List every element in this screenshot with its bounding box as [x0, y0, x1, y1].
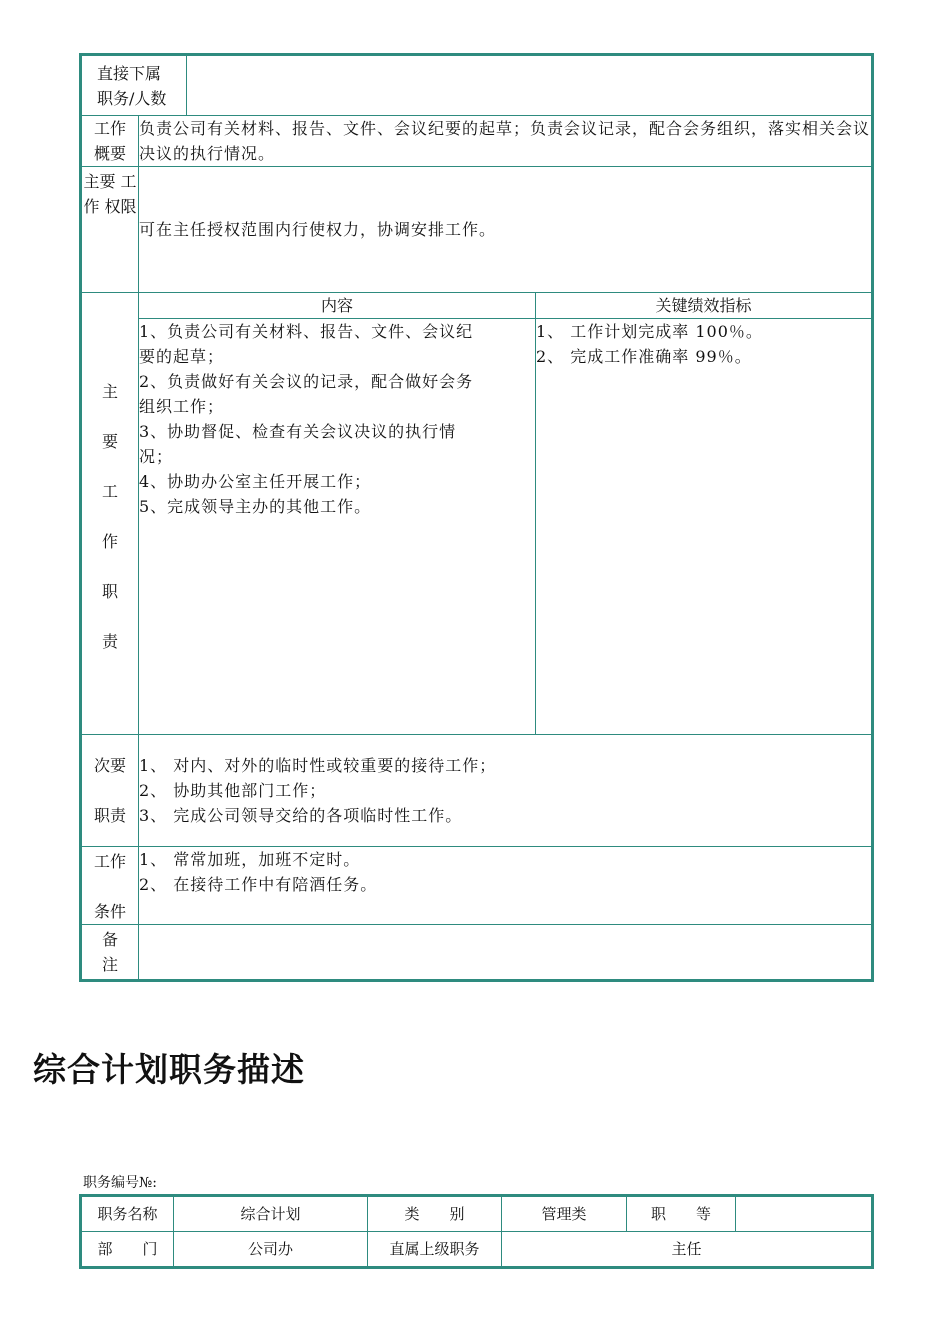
job-name-label: 职务名称	[81, 1196, 174, 1232]
content-line: 4、协助办公室主任开展工作；	[139, 472, 372, 491]
conditions-label-line-2: 条件	[93, 902, 126, 921]
job-number-label: 职务编号№:	[83, 1175, 157, 1191]
content-line: 5、完成领导主办的其他工作。	[139, 497, 372, 516]
conditions-line: 2、 在接待工作中有陪酒任务。	[139, 875, 378, 894]
secondary-cell	[139, 735, 873, 847]
category-label: 类 别	[368, 1196, 502, 1232]
overview-label	[81, 116, 139, 167]
remarks-value	[139, 925, 873, 981]
authority-label-line: 工作	[83, 172, 137, 216]
conditions-cell	[139, 847, 873, 925]
kpi-cell	[536, 319, 873, 735]
secondary-line: 3、 完成公司领导交给的各项临时性工作。	[139, 806, 463, 825]
authority-label-line: 权限	[104, 197, 137, 216]
duties-label-char: 要	[101, 432, 118, 451]
duties-label-char: 作	[101, 532, 118, 551]
grade-label: 职 等	[627, 1196, 736, 1232]
subordinates-label	[81, 55, 187, 116]
remarks-label-line-1: 备	[101, 930, 118, 949]
authority-label	[81, 167, 139, 293]
dept-label: 部 门	[81, 1232, 174, 1268]
duties-label-char: 职	[101, 582, 118, 601]
page-heading: 综合计划职务描述	[33, 1050, 305, 1089]
overview-label-line-1: 工作	[93, 119, 126, 138]
subordinates-label-line-2: 职务/人数	[97, 88, 167, 108]
subordinates-value	[187, 55, 873, 116]
content-line: 1、负责公司有关材料、报告、文件、会议纪	[139, 322, 474, 341]
content-line: 组织工作；	[139, 397, 225, 416]
content-header: 内容	[139, 293, 536, 319]
content-line: 况；	[139, 447, 174, 466]
duties-label-char: 责	[101, 632, 118, 651]
secondary-label	[81, 735, 139, 847]
conditions-label-line-1: 工作	[93, 852, 126, 871]
duties-label-char: 主	[101, 382, 118, 401]
superior-label: 直属上级职务	[368, 1232, 502, 1268]
job-name-value: 综合计划	[174, 1196, 368, 1232]
conditions-line: 1、 常常加班，加班不定时。	[139, 850, 361, 869]
secondary-label-line-2: 职责	[93, 806, 126, 825]
secondary-label-line-1: 次要	[93, 756, 126, 775]
superior-value: 主任	[502, 1232, 873, 1268]
secondary-line: 2、 协助其他部门工作；	[139, 781, 327, 800]
duties-label	[81, 293, 139, 735]
subordinates-label-line-1: 直接下属	[97, 63, 162, 83]
content-line: 2、负责做好有关会议的记录，配合做好会务	[139, 372, 474, 391]
grade-value	[736, 1196, 873, 1232]
overview-text: 负责公司有关材料、报告、文件、会议纪要的起草；负责会议记录，配合会务组织，落实相关会议决议的执行情况。	[139, 116, 873, 167]
kpi-header: 关键绩效指标	[536, 293, 873, 319]
kpi-line: 1、 工作计划完成率 100％。	[536, 322, 763, 341]
authority-text: 可在主任授权范围内行使权力，协调安排工作。	[139, 167, 873, 293]
duties-label-char: 工	[101, 482, 118, 501]
kpi-line: 2、 完成工作准确率 99％。	[536, 347, 752, 366]
conditions-label	[81, 847, 139, 925]
content-line: 要的起草；	[139, 347, 225, 366]
authority-label-line: 主要	[83, 172, 116, 191]
remarks-label	[81, 925, 139, 981]
content-cell	[139, 319, 536, 735]
remarks-label-line-2: 注	[101, 955, 118, 974]
overview-label-line-2: 概要	[93, 144, 126, 163]
content-line: 3、协助督促、检查有关会议决议的执行情	[139, 422, 457, 441]
category-value: 管理类	[502, 1196, 627, 1232]
job-duty-table	[79, 53, 874, 982]
job-info-table	[79, 1194, 874, 1269]
dept-value: 公司办	[174, 1232, 368, 1268]
secondary-line: 1、 对内、对外的临时性或较重要的接待工作；	[139, 756, 497, 775]
